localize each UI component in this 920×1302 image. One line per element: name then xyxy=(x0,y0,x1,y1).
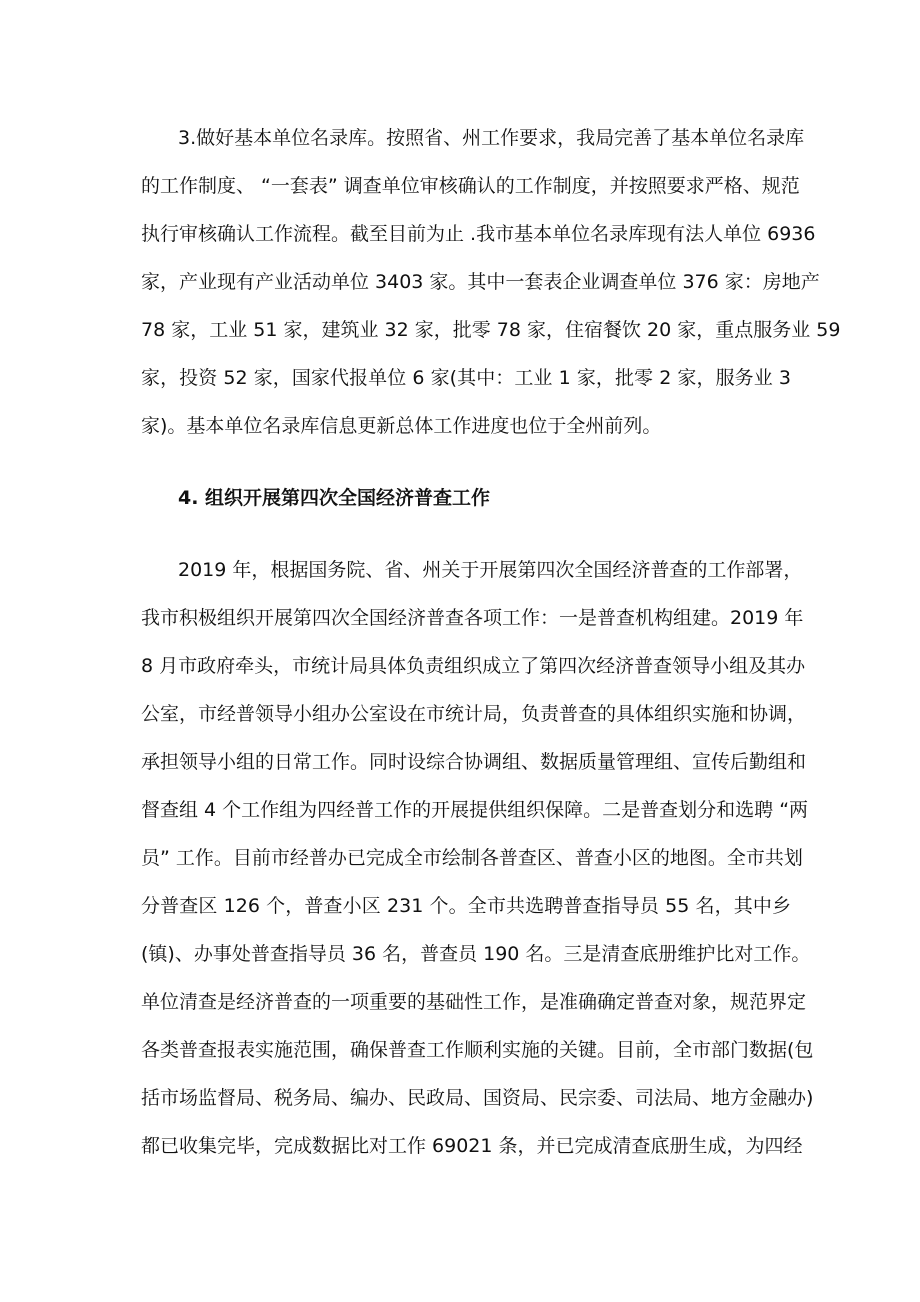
paragraph-line: 括市场监督局、税务局、编办、民政局、国资局、民宗委、司法局、地方金融办) xyxy=(141,1087,814,1109)
paragraph-line: 家，投资 52 家，国家代报单位 6 家(其中：工业 1 家，批零 2 家，服务业 3 xyxy=(141,367,791,389)
paragraph-line: 执行审核确认工作流程。截至目前为止 .我市基本单位名录库现有法人单位 6936 xyxy=(141,223,816,245)
paragraph-line: 单位清查是经济普查的一项重要的基础性工作，是准确确定普查对象，规范界定 xyxy=(141,991,807,1013)
paragraph-line: 督查组 4 个工作组为四经普工作的开展提供组织保障。二是普查划分和选聘 “两 xyxy=(141,799,809,821)
paragraph-line: 家)。基本单位名录库信息更新总体工作进度也位于全州前列。 xyxy=(141,415,662,437)
paragraph-line: 8 月市政府牵头，市统计局具体负责组织成立了第四次经济普查领导小组及其办 xyxy=(141,655,806,677)
paragraph-line: 承担领导小组的日常工作。同时设综合协调组、数据质量管理组、宣传后勤组和 xyxy=(141,751,807,773)
paragraph-line: 的工作制度、 “一套表” 调查单位审核确认的工作制度，并按照要求严格、规范 xyxy=(141,175,800,197)
paragraph-line: 2019 年，根据国务院、省、州关于开展第四次全国经济普查的工作部署， xyxy=(178,559,803,581)
paragraph-line: 家，产业现有产业活动单位 3403 家。其中一套表企业调查单位 376 家：房地产 xyxy=(141,271,820,293)
paragraph-line: 78 家，工业 51 家，建筑业 32 家，批零 78 家，住宿餐饮 20 家，重点服务业 59 xyxy=(141,319,841,341)
paragraph-line: (镇)、办事处普查指导员 36 名，普查员 190 名。三是清查底册维护比对工作。 xyxy=(141,943,811,965)
paragraph-line: 各类普查报表实施范围，确保普查工作顺利实施的关键。目前，全市部门数据(包 xyxy=(141,1039,814,1061)
paragraph-line: 分普查区 126 个，普查小区 231 个。全市共选聘普查指导员 55 名，其中乡 xyxy=(141,895,791,917)
paragraph-line: 公室，市经普领导小组办公室设在市统计局，负责普查的具体组织实施和协调， xyxy=(141,703,807,725)
paragraph-line: 员” 工作。目前市经普办已完成全市绘制各普查区、普查小区的地图。全市共划 xyxy=(141,847,803,869)
paragraph-line: 都已收集完毕，完成数据比对工作 69021 条，并已完成清查底册生成，为四经 xyxy=(141,1135,803,1157)
paragraph-line: 我市积极组织开展第四次全国经济普查各项工作：一是普查机构组建。2019 年 xyxy=(141,607,804,629)
section-heading: 4. 组织开展第四次全国经济普查工作 xyxy=(178,487,491,509)
paragraph-line: 3.做好基本单位名录库。按照省、州工作要求，我局完善了基本单位名录库 xyxy=(178,127,805,149)
